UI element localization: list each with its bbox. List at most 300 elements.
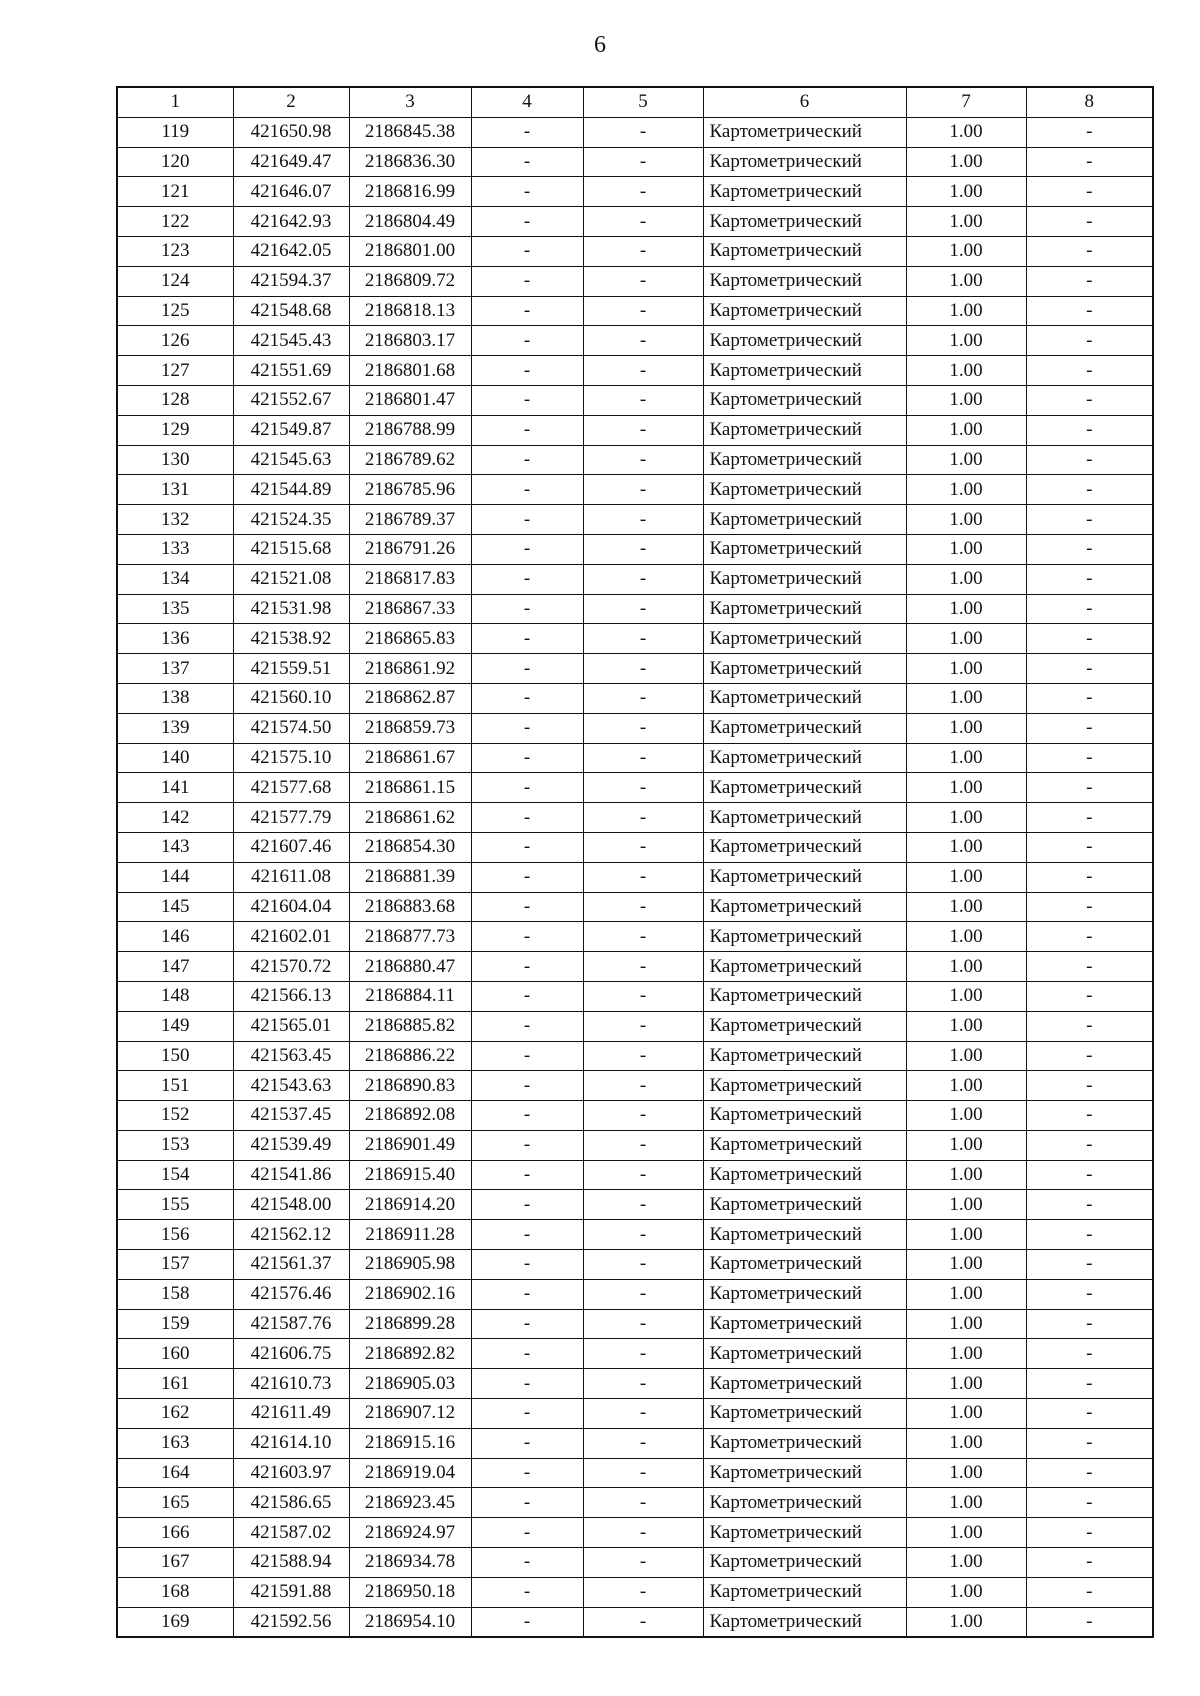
method-cell: Картометрический <box>703 1339 906 1369</box>
column-4-cell: - <box>471 236 583 266</box>
y-coordinate-cell: 2186803.17 <box>349 326 471 356</box>
column-4-cell: - <box>471 1041 583 1071</box>
point-number-cell: 151 <box>117 1071 233 1101</box>
accuracy-cell: 1.00 <box>906 1160 1026 1190</box>
method-cell: Картометрический <box>703 1160 906 1190</box>
y-coordinate-cell: 2186905.98 <box>349 1250 471 1280</box>
column-5-cell: - <box>583 862 703 892</box>
accuracy-cell: 1.00 <box>906 803 1026 833</box>
column-4-cell: - <box>471 862 583 892</box>
column-8-cell: - <box>1026 475 1153 505</box>
accuracy-cell: 1.00 <box>906 534 1026 564</box>
column-5-cell: - <box>583 296 703 326</box>
column-8-cell: - <box>1026 1607 1153 1637</box>
accuracy-cell: 1.00 <box>906 892 1026 922</box>
point-number-cell: 157 <box>117 1250 233 1280</box>
table-row <box>117 1279 1153 1309</box>
column-8-cell: - <box>1026 505 1153 535</box>
accuracy-cell: 1.00 <box>906 505 1026 535</box>
method-cell: Картометрический <box>703 1071 906 1101</box>
method-cell: Картометрический <box>703 564 906 594</box>
accuracy-cell: 1.00 <box>906 1041 1026 1071</box>
column-5-cell: - <box>583 326 703 356</box>
y-coordinate-cell: 2186861.67 <box>349 743 471 773</box>
column-5-cell: - <box>583 415 703 445</box>
x-coordinate-cell: 421561.37 <box>233 1250 349 1280</box>
method-cell: Картометрический <box>703 534 906 564</box>
column-8-cell: - <box>1026 296 1153 326</box>
column-5-cell: - <box>583 1101 703 1131</box>
y-coordinate-cell: 2186861.15 <box>349 773 471 803</box>
method-cell: Картометрический <box>703 296 906 326</box>
method-cell: Картометрический <box>703 892 906 922</box>
column-8-cell: - <box>1026 1339 1153 1369</box>
y-coordinate-cell: 2186954.10 <box>349 1607 471 1637</box>
x-coordinate-cell: 421565.01 <box>233 1011 349 1041</box>
y-coordinate-cell: 2186899.28 <box>349 1309 471 1339</box>
y-coordinate-cell: 2186915.16 <box>349 1428 471 1458</box>
column-8-cell: - <box>1026 147 1153 177</box>
y-coordinate-cell: 2186788.99 <box>349 415 471 445</box>
method-cell: Картометрический <box>703 1250 906 1280</box>
column-4-cell: - <box>471 207 583 237</box>
accuracy-cell: 1.00 <box>906 177 1026 207</box>
method-cell: Картометрический <box>703 1399 906 1429</box>
column-4-cell: - <box>471 1518 583 1548</box>
table-row <box>117 683 1153 713</box>
x-coordinate-cell: 421650.98 <box>233 117 349 147</box>
point-number-cell: 150 <box>117 1041 233 1071</box>
x-coordinate-cell: 421551.69 <box>233 356 349 386</box>
accuracy-cell: 1.00 <box>906 1548 1026 1578</box>
column-4-cell: - <box>471 296 583 326</box>
x-coordinate-cell: 421548.68 <box>233 296 349 326</box>
x-coordinate-cell: 421646.07 <box>233 177 349 207</box>
y-coordinate-cell: 2186801.00 <box>349 236 471 266</box>
column-4-cell: - <box>471 385 583 415</box>
column-8-cell: - <box>1026 743 1153 773</box>
x-coordinate-cell: 421594.37 <box>233 266 349 296</box>
accuracy-cell: 1.00 <box>906 356 1026 386</box>
method-cell: Картометрический <box>703 1369 906 1399</box>
table-row <box>117 1458 1153 1488</box>
x-coordinate-cell: 421548.00 <box>233 1190 349 1220</box>
method-cell: Картометрический <box>703 1548 906 1578</box>
accuracy-cell: 1.00 <box>906 981 1026 1011</box>
table-row <box>117 1130 1153 1160</box>
point-number-cell: 155 <box>117 1190 233 1220</box>
table-row <box>117 594 1153 624</box>
accuracy-cell: 1.00 <box>906 1458 1026 1488</box>
column-5-cell: - <box>583 177 703 207</box>
column-8-cell: - <box>1026 981 1153 1011</box>
x-coordinate-cell: 421560.10 <box>233 683 349 713</box>
column-5-cell: - <box>583 713 703 743</box>
point-number-cell: 136 <box>117 624 233 654</box>
point-number-cell: 121 <box>117 177 233 207</box>
x-coordinate-cell: 421545.43 <box>233 326 349 356</box>
column-5-cell: - <box>583 1458 703 1488</box>
method-cell: Картометрический <box>703 117 906 147</box>
y-coordinate-cell: 2186902.16 <box>349 1279 471 1309</box>
column-8-cell: - <box>1026 1041 1153 1071</box>
table-row <box>117 147 1153 177</box>
x-coordinate-cell: 421574.50 <box>233 713 349 743</box>
x-coordinate-cell: 421563.45 <box>233 1041 349 1071</box>
column-5-cell: - <box>583 1428 703 1458</box>
column-4-cell: - <box>471 1458 583 1488</box>
y-coordinate-cell: 2186818.13 <box>349 296 471 326</box>
column-4-cell: - <box>471 1160 583 1190</box>
column-4-cell: - <box>471 803 583 833</box>
method-cell: Картометрический <box>703 475 906 505</box>
column-4-cell: - <box>471 1428 583 1458</box>
y-coordinate-cell: 2186915.40 <box>349 1160 471 1190</box>
y-coordinate-cell: 2186877.73 <box>349 922 471 952</box>
point-number-cell: 147 <box>117 952 233 982</box>
x-coordinate-cell: 421642.05 <box>233 236 349 266</box>
point-number-cell: 125 <box>117 296 233 326</box>
y-coordinate-cell: 2186907.12 <box>349 1399 471 1429</box>
method-cell: Картометрический <box>703 1220 906 1250</box>
y-coordinate-cell: 2186886.22 <box>349 1041 471 1071</box>
table-body <box>117 117 1153 1637</box>
point-number-cell: 120 <box>117 147 233 177</box>
column-header: 4 <box>471 87 583 117</box>
method-cell: Картометрический <box>703 1279 906 1309</box>
method-cell: Картометрический <box>703 177 906 207</box>
column-5-cell: - <box>583 952 703 982</box>
point-number-cell: 132 <box>117 505 233 535</box>
column-5-cell: - <box>583 1041 703 1071</box>
accuracy-cell: 1.00 <box>906 713 1026 743</box>
table-row <box>117 1220 1153 1250</box>
accuracy-cell: 1.00 <box>906 952 1026 982</box>
column-4-cell: - <box>471 952 583 982</box>
accuracy-cell: 1.00 <box>906 564 1026 594</box>
table-row <box>117 1607 1153 1637</box>
point-number-cell: 124 <box>117 266 233 296</box>
y-coordinate-cell: 2186890.83 <box>349 1071 471 1101</box>
accuracy-cell: 1.00 <box>906 296 1026 326</box>
column-8-cell: - <box>1026 326 1153 356</box>
column-8-cell: - <box>1026 266 1153 296</box>
column-5-cell: - <box>583 594 703 624</box>
method-cell: Картометрический <box>703 1130 906 1160</box>
y-coordinate-cell: 2186817.83 <box>349 564 471 594</box>
point-number-cell: 148 <box>117 981 233 1011</box>
column-8-cell: - <box>1026 654 1153 684</box>
column-5-cell: - <box>583 564 703 594</box>
accuracy-cell: 1.00 <box>906 624 1026 654</box>
method-cell: Картометрический <box>703 981 906 1011</box>
method-cell: Картометрический <box>703 356 906 386</box>
x-coordinate-cell: 421614.10 <box>233 1428 349 1458</box>
y-coordinate-cell: 2186883.68 <box>349 892 471 922</box>
accuracy-cell: 1.00 <box>906 1309 1026 1339</box>
y-coordinate-cell: 2186865.83 <box>349 624 471 654</box>
column-8-cell: - <box>1026 1279 1153 1309</box>
method-cell: Картометрический <box>703 803 906 833</box>
x-coordinate-cell: 421566.13 <box>233 981 349 1011</box>
column-5-cell: - <box>583 505 703 535</box>
accuracy-cell: 1.00 <box>906 1577 1026 1607</box>
point-number-cell: 143 <box>117 832 233 862</box>
x-coordinate-cell: 421537.45 <box>233 1101 349 1131</box>
y-coordinate-cell: 2186892.82 <box>349 1339 471 1369</box>
point-number-cell: 130 <box>117 445 233 475</box>
table-row <box>117 773 1153 803</box>
point-number-cell: 145 <box>117 892 233 922</box>
column-8-cell: - <box>1026 1130 1153 1160</box>
method-cell: Картометрический <box>703 773 906 803</box>
accuracy-cell: 1.00 <box>906 385 1026 415</box>
column-8-cell: - <box>1026 117 1153 147</box>
method-cell: Картометрический <box>703 266 906 296</box>
table-row <box>117 445 1153 475</box>
accuracy-cell: 1.00 <box>906 1399 1026 1429</box>
method-cell: Картометрический <box>703 624 906 654</box>
x-coordinate-cell: 421576.46 <box>233 1279 349 1309</box>
table-row <box>117 1577 1153 1607</box>
column-5-cell: - <box>583 1369 703 1399</box>
column-4-cell: - <box>471 1399 583 1429</box>
point-number-cell: 129 <box>117 415 233 445</box>
point-number-cell: 141 <box>117 773 233 803</box>
column-4-cell: - <box>471 1220 583 1250</box>
table-row <box>117 922 1153 952</box>
y-coordinate-cell: 2186845.38 <box>349 117 471 147</box>
x-coordinate-cell: 421521.08 <box>233 564 349 594</box>
method-cell: Картометрический <box>703 1577 906 1607</box>
method-cell: Картометрический <box>703 1190 906 1220</box>
table-row <box>117 1160 1153 1190</box>
column-8-cell: - <box>1026 1428 1153 1458</box>
column-8-cell: - <box>1026 385 1153 415</box>
column-8-cell: - <box>1026 356 1153 386</box>
point-number-cell: 152 <box>117 1101 233 1131</box>
column-4-cell: - <box>471 1369 583 1399</box>
table-row <box>117 892 1153 922</box>
point-number-cell: 144 <box>117 862 233 892</box>
column-4-cell: - <box>471 743 583 773</box>
column-5-cell: - <box>583 624 703 654</box>
accuracy-cell: 1.00 <box>906 326 1026 356</box>
x-coordinate-cell: 421577.68 <box>233 773 349 803</box>
column-4-cell: - <box>471 415 583 445</box>
accuracy-cell: 1.00 <box>906 1130 1026 1160</box>
column-5-cell: - <box>583 1607 703 1637</box>
table-row <box>117 1369 1153 1399</box>
x-coordinate-cell: 421591.88 <box>233 1577 349 1607</box>
accuracy-cell: 1.00 <box>906 445 1026 475</box>
accuracy-cell: 1.00 <box>906 922 1026 952</box>
y-coordinate-cell: 2186884.11 <box>349 981 471 1011</box>
column-5-cell: - <box>583 981 703 1011</box>
column-5-cell: - <box>583 1011 703 1041</box>
column-5-cell: - <box>583 236 703 266</box>
method-cell: Картометрический <box>703 236 906 266</box>
accuracy-cell: 1.00 <box>906 654 1026 684</box>
accuracy-cell: 1.00 <box>906 117 1026 147</box>
column-4-cell: - <box>471 326 583 356</box>
table-row <box>117 326 1153 356</box>
column-8-cell: - <box>1026 534 1153 564</box>
column-8-cell: - <box>1026 892 1153 922</box>
method-cell: Картометрический <box>703 594 906 624</box>
table-row <box>117 803 1153 833</box>
table-row <box>117 534 1153 564</box>
column-5-cell: - <box>583 445 703 475</box>
table-row <box>117 296 1153 326</box>
x-coordinate-cell: 421649.47 <box>233 147 349 177</box>
column-5-cell: - <box>583 1577 703 1607</box>
column-4-cell: - <box>471 832 583 862</box>
column-5-cell: - <box>583 922 703 952</box>
column-8-cell: - <box>1026 1577 1153 1607</box>
accuracy-cell: 1.00 <box>906 1488 1026 1518</box>
x-coordinate-cell: 421577.79 <box>233 803 349 833</box>
method-cell: Картометрический <box>703 415 906 445</box>
table-row <box>117 1041 1153 1071</box>
column-header: 6 <box>703 87 906 117</box>
point-number-cell: 154 <box>117 1160 233 1190</box>
accuracy-cell: 1.00 <box>906 773 1026 803</box>
x-coordinate-cell: 421559.51 <box>233 654 349 684</box>
method-cell: Картометрический <box>703 862 906 892</box>
y-coordinate-cell: 2186861.62 <box>349 803 471 833</box>
column-8-cell: - <box>1026 1369 1153 1399</box>
column-4-cell: - <box>471 1488 583 1518</box>
column-4-cell: - <box>471 564 583 594</box>
column-5-cell: - <box>583 1071 703 1101</box>
y-coordinate-cell: 2186892.08 <box>349 1101 471 1131</box>
method-cell: Картометрический <box>703 832 906 862</box>
method-cell: Картометрический <box>703 385 906 415</box>
page-number: 6 <box>594 32 606 58</box>
method-cell: Картометрический <box>703 1309 906 1339</box>
column-8-cell: - <box>1026 1250 1153 1280</box>
table-header-row <box>117 87 1153 117</box>
column-4-cell: - <box>471 147 583 177</box>
table-row <box>117 564 1153 594</box>
x-coordinate-cell: 421549.87 <box>233 415 349 445</box>
column-5-cell: - <box>583 1250 703 1280</box>
accuracy-cell: 1.00 <box>906 1011 1026 1041</box>
column-8-cell: - <box>1026 1518 1153 1548</box>
accuracy-cell: 1.00 <box>906 1101 1026 1131</box>
column-8-cell: - <box>1026 832 1153 862</box>
column-header: 3 <box>349 87 471 117</box>
column-4-cell: - <box>471 624 583 654</box>
y-coordinate-cell: 2186914.20 <box>349 1190 471 1220</box>
y-coordinate-cell: 2186911.28 <box>349 1220 471 1250</box>
point-number-cell: 149 <box>117 1011 233 1041</box>
column-4-cell: - <box>471 773 583 803</box>
column-header: 7 <box>906 87 1026 117</box>
column-8-cell: - <box>1026 1548 1153 1578</box>
accuracy-cell: 1.00 <box>906 862 1026 892</box>
column-8-cell: - <box>1026 236 1153 266</box>
column-4-cell: - <box>471 1190 583 1220</box>
column-5-cell: - <box>583 1399 703 1429</box>
accuracy-cell: 1.00 <box>906 594 1026 624</box>
column-8-cell: - <box>1026 564 1153 594</box>
column-4-cell: - <box>471 1250 583 1280</box>
method-cell: Картометрический <box>703 1607 906 1637</box>
column-8-cell: - <box>1026 713 1153 743</box>
x-coordinate-cell: 421541.86 <box>233 1160 349 1190</box>
accuracy-cell: 1.00 <box>906 832 1026 862</box>
column-5-cell: - <box>583 147 703 177</box>
column-5-cell: - <box>583 1339 703 1369</box>
x-coordinate-cell: 421575.10 <box>233 743 349 773</box>
column-5-cell: - <box>583 1548 703 1578</box>
table-row <box>117 1399 1153 1429</box>
y-coordinate-cell: 2186801.47 <box>349 385 471 415</box>
column-8-cell: - <box>1026 683 1153 713</box>
point-number-cell: 126 <box>117 326 233 356</box>
accuracy-cell: 1.00 <box>906 147 1026 177</box>
y-coordinate-cell: 2186804.49 <box>349 207 471 237</box>
point-number-cell: 163 <box>117 1428 233 1458</box>
column-4-cell: - <box>471 683 583 713</box>
accuracy-cell: 1.00 <box>906 236 1026 266</box>
table-row <box>117 713 1153 743</box>
x-coordinate-cell: 421606.75 <box>233 1339 349 1369</box>
x-coordinate-cell: 421552.67 <box>233 385 349 415</box>
accuracy-cell: 1.00 <box>906 1071 1026 1101</box>
column-5-cell: - <box>583 743 703 773</box>
column-8-cell: - <box>1026 862 1153 892</box>
y-coordinate-cell: 2186854.30 <box>349 832 471 862</box>
column-5-cell: - <box>583 1279 703 1309</box>
column-5-cell: - <box>583 207 703 237</box>
column-4-cell: - <box>471 654 583 684</box>
accuracy-cell: 1.00 <box>906 207 1026 237</box>
point-number-cell: 122 <box>117 207 233 237</box>
column-8-cell: - <box>1026 1101 1153 1131</box>
point-number-cell: 153 <box>117 1130 233 1160</box>
column-8-cell: - <box>1026 1399 1153 1429</box>
x-coordinate-cell: 421586.65 <box>233 1488 349 1518</box>
method-cell: Картометрический <box>703 683 906 713</box>
column-4-cell: - <box>471 505 583 535</box>
column-5-cell: - <box>583 117 703 147</box>
table-row <box>117 1548 1153 1578</box>
column-5-cell: - <box>583 1488 703 1518</box>
y-coordinate-cell: 2186919.04 <box>349 1458 471 1488</box>
method-cell: Картометрический <box>703 326 906 356</box>
table-row <box>117 1339 1153 1369</box>
column-4-cell: - <box>471 1309 583 1339</box>
accuracy-cell: 1.00 <box>906 1339 1026 1369</box>
column-5-cell: - <box>583 475 703 505</box>
table-row <box>117 1190 1153 1220</box>
table-row <box>117 981 1153 1011</box>
y-coordinate-cell: 2186785.96 <box>349 475 471 505</box>
y-coordinate-cell: 2186789.37 <box>349 505 471 535</box>
table-row <box>117 207 1153 237</box>
y-coordinate-cell: 2186862.87 <box>349 683 471 713</box>
y-coordinate-cell: 2186861.92 <box>349 654 471 684</box>
method-cell: Картометрический <box>703 207 906 237</box>
y-coordinate-cell: 2186885.82 <box>349 1011 471 1041</box>
column-8-cell: - <box>1026 445 1153 475</box>
column-8-cell: - <box>1026 1160 1153 1190</box>
point-number-cell: 137 <box>117 654 233 684</box>
table-row <box>117 385 1153 415</box>
